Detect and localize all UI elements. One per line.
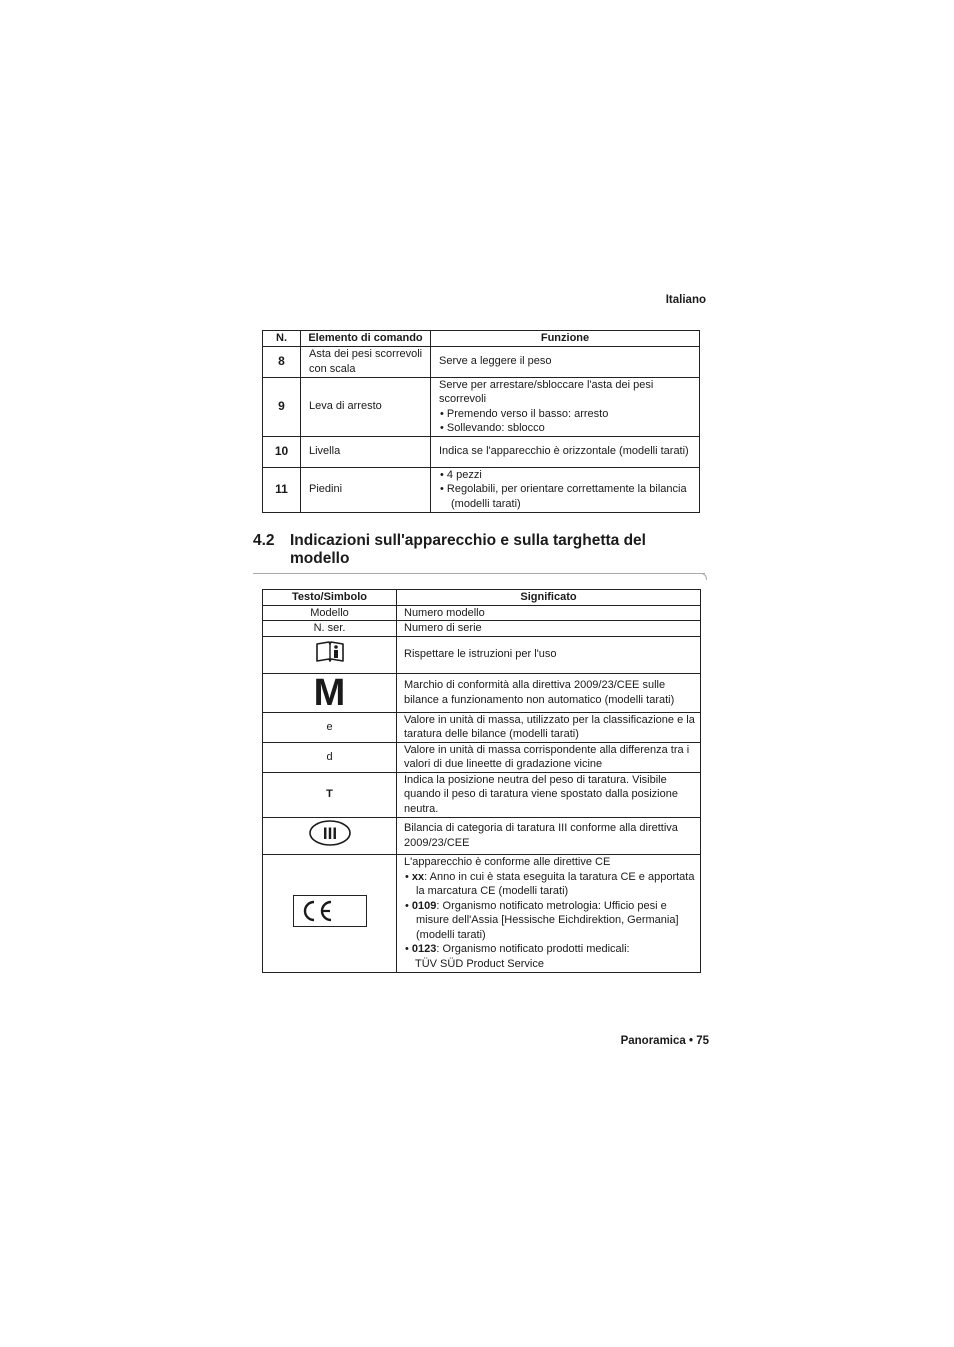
row-function: Indica se l'apparecchio è orizzontale (modelli tarati) (431, 436, 700, 467)
col-header-function: Funzione (431, 331, 700, 347)
list-item: • xx: Anno in cui è stata eseguita la taratura CE e apportata la marcatura CE (modelli tarati) (405, 870, 695, 897)
table-row (263, 605, 701, 621)
ce-mark-icon (293, 895, 367, 927)
row-function (431, 467, 700, 512)
symbol-cell (263, 673, 397, 712)
table-row (263, 854, 701, 972)
meaning-cell: Indica la posizione neutra del peso di taratura. Visibile quando il peso di taratura viene spostato dalla posizione neutra. (397, 772, 701, 817)
col-header-meaning: Significato (397, 590, 701, 606)
col-header-symbol: Testo/Simbolo (263, 590, 397, 606)
table-row (263, 673, 701, 712)
table-row (263, 621, 701, 637)
list-item: • 0109: Organismo notificato metrologia: Ufficio pesi e misure dell'Assia [Hessische Eichdirektion, Germania] (modelli tarati) (405, 899, 679, 941)
meaning-cell: Valore in unità di massa, utilizzato per la classificazione e la taratura delle bilance (modelli tarati) (397, 712, 701, 742)
list-item-continuation: TÜV SÜD Product Service (415, 957, 544, 970)
row-num: 10 (263, 436, 301, 467)
row-element: Asta dei pesi scorrevoli con scala (301, 346, 431, 377)
ce-intro: L'apparecchio è conforme alle direttive CE (404, 856, 611, 868)
section-heading (253, 532, 690, 568)
col-header-element: Elemento di comando (301, 331, 431, 347)
class-iii-icon (308, 819, 352, 847)
section-number: 4.2 (253, 532, 275, 549)
row-num: 9 (263, 377, 301, 436)
meaning-cell: Numero modello (397, 605, 701, 621)
list-item: • Sollevando: sblocco (440, 422, 545, 434)
page-footer: Panoramica • 75 (620, 1035, 709, 1047)
symbol-cell (263, 817, 397, 854)
list-item: • Premendo verso il basso: arresto (440, 407, 609, 420)
language-label: Italiano (665, 294, 706, 306)
symbol-cell: d (263, 742, 397, 772)
table-row (263, 742, 701, 772)
row-num: 11 (263, 467, 301, 512)
symbol-cell: N. ser. (263, 621, 397, 637)
table-row (263, 712, 701, 742)
controls-table (262, 330, 700, 513)
section-divider-hook (700, 573, 707, 580)
col-header-num: N. (263, 331, 301, 347)
meaning-cell: Bilancia di categoria di taratura III conforme alla direttiva 2009/23/CEE (397, 817, 701, 854)
table-header-row (263, 590, 701, 606)
metrology-m-icon: M (313, 671, 346, 714)
meaning-cell: Numero di serie (397, 621, 701, 637)
section-title: Indicazioni sull'apparecchio e sulla targhetta del modello (290, 532, 646, 567)
meaning-cell (397, 854, 701, 972)
symbol-cell (263, 854, 397, 972)
row-num: 8 (263, 346, 301, 377)
list-item: • 0123: Organismo notificato prodotti medicali: (405, 943, 630, 955)
meaning-cell: Marchio di conformità alla direttiva 2009/23/CEE sulle bilance a funzionamento non automatico (modelli tarati) (397, 673, 701, 712)
symbols-table (262, 589, 701, 973)
function-text: Serve per arrestare/sbloccare l'asta dei pesi scorrevoli (439, 378, 654, 405)
row-element: Livella (301, 436, 431, 467)
row-element: Piedini (301, 467, 431, 512)
list-item: • 4 pezzi (440, 468, 482, 481)
table-row (263, 772, 701, 817)
row-element: Leva di arresto (301, 377, 431, 436)
table-row (263, 817, 701, 854)
manual-book-icon (315, 641, 345, 663)
row-function (431, 377, 700, 436)
symbol-cell (263, 636, 397, 673)
list-item: • Regolabili, per orientare correttamente la bilancia (modelli tarati) (440, 483, 687, 510)
table-row (263, 467, 700, 512)
symbol-cell: e (263, 712, 397, 742)
table-row (263, 377, 700, 436)
table-row (263, 346, 700, 377)
symbol-cell: Modello (263, 605, 397, 621)
table-row (263, 636, 701, 673)
section-divider (253, 573, 705, 574)
class-iii-label: III (322, 824, 337, 844)
meaning-cell: Valore in unità di massa corrispondente alla differenza tra i valori di due lineette di gradazione vicine (397, 742, 701, 772)
table-header-row (263, 331, 700, 347)
row-function: Serve a leggere il peso (431, 346, 700, 377)
symbol-cell: T (263, 772, 397, 817)
table-row (263, 436, 700, 467)
meaning-cell: Rispettare le istruzioni per l'uso (397, 636, 701, 673)
